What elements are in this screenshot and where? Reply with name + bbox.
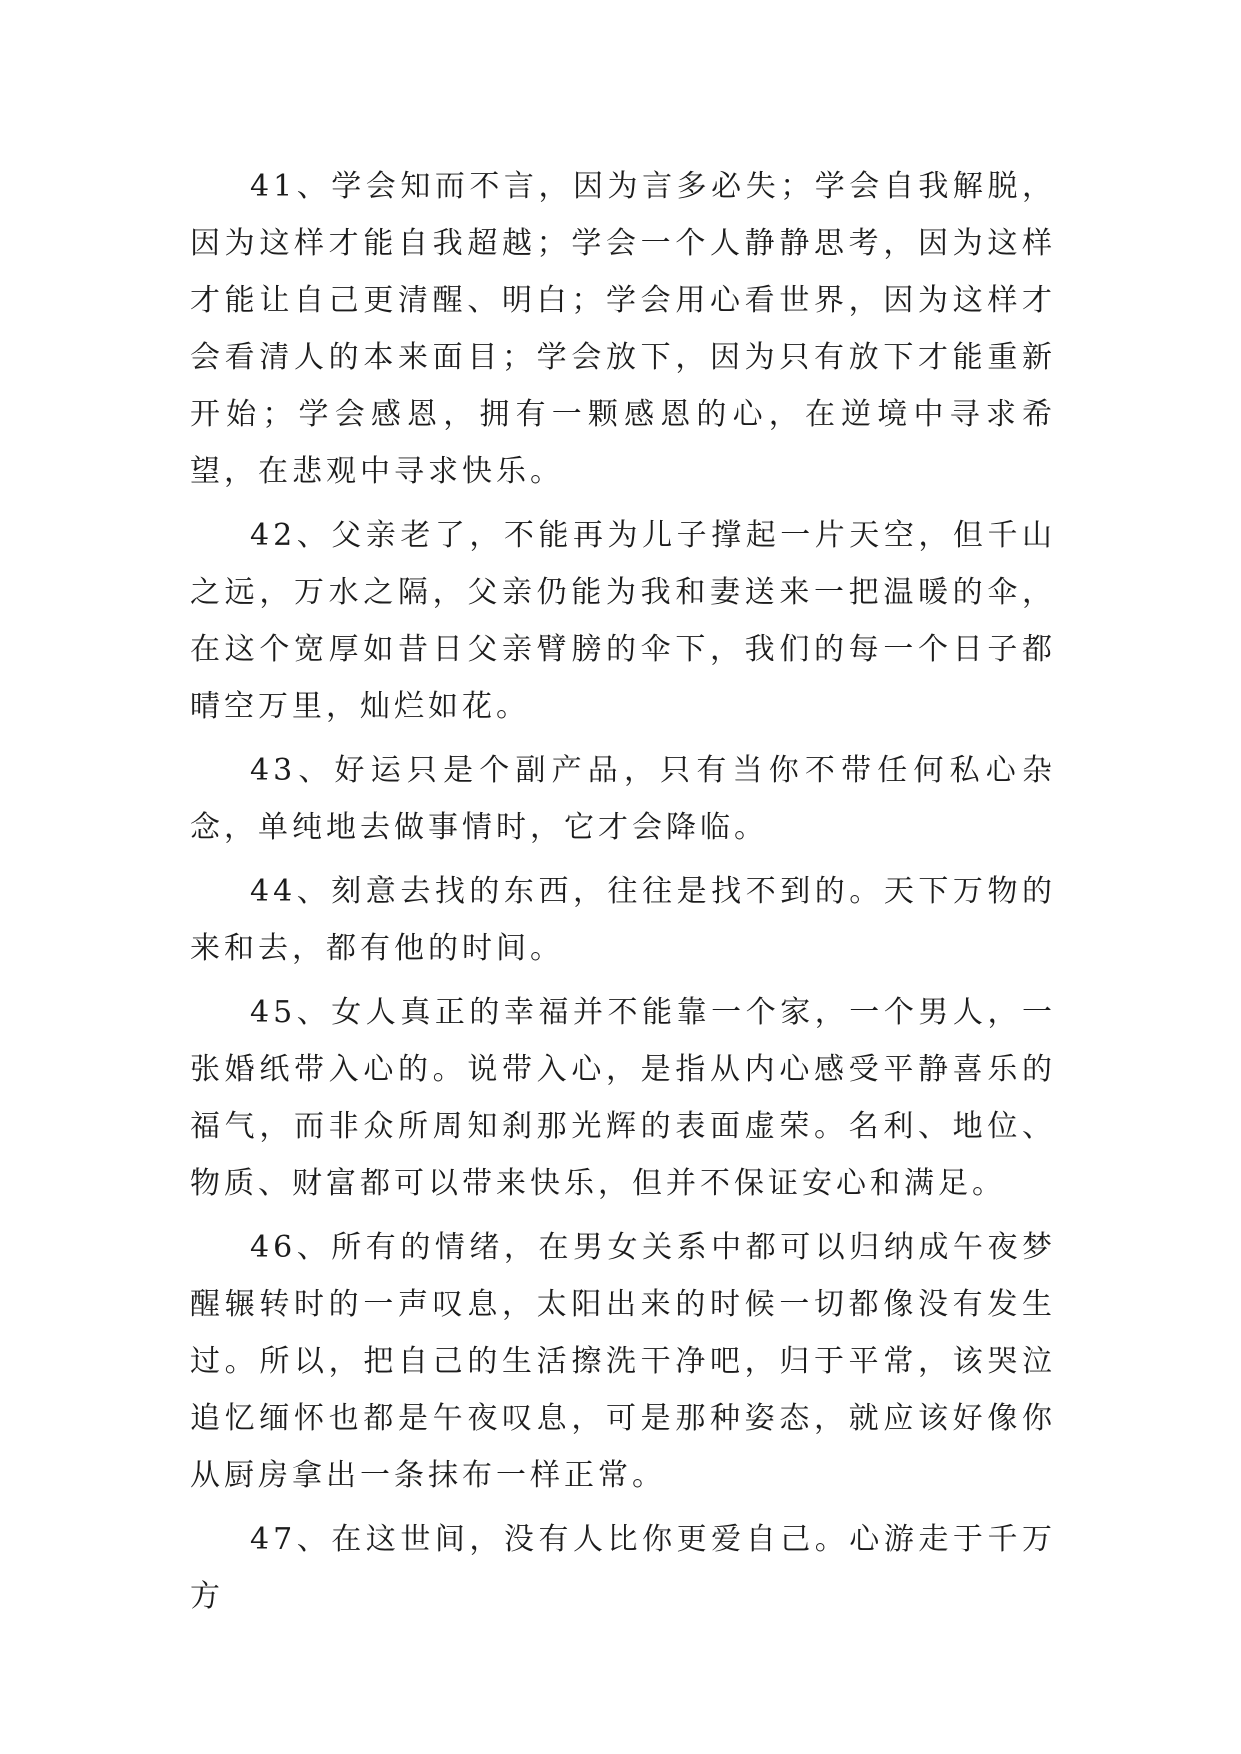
document-body <box>190 158 1056 1632</box>
paragraph-45: 45、女人真正的幸福并不能靠一个家，一个男人，一张婚纸带入心的。说带入心，是指从内心感受平静喜乐的福气，而非众所周知刹那光辉的表面虚荣。名利、地位、物质、财富都可以带来快乐，但并不保证安心和满足。 <box>190 995 1056 1201</box>
paragraph-47: 47、在这世间，没有人比你更爱自己。心游走于千万方 <box>190 1522 1056 1614</box>
paragraph-43: 43、好运只是个副产品，只有当你不带任何私心杂念，单纯地去做事情时，它才会降临。 <box>190 753 1056 845</box>
paragraph-46: 46、所有的情绪，在男女关系中都可以归纳成午夜梦醒辗转时的一声叹息，太阳出来的时候一切都像没有发生过。所以，把自己的生活擦洗干净吧，归于平常，该哭泣追忆缅怀也都是午夜叹息，可是那种姿态，就应该好像你从厨房拿出一条抹布一样正常。 <box>190 1230 1056 1493</box>
paragraph-42: 42、父亲老了，不能再为儿子撑起一片天空，但千山之远，万水之隔，父亲仍能为我和妻送来一把温暖的伞，在这个宽厚如昔日父亲臂膀的伞下，我们的每一个日子都晴空万里，灿烂如花。 <box>190 518 1056 724</box>
paragraph-44: 44、刻意去找的东西，往往是找不到的。天下万物的来和去，都有他的时间。 <box>190 874 1056 966</box>
paragraph-41: 41、学会知而不言，因为言多必失；学会自我解脱，因为这样才能自我超越；学会一个人静静思考，因为这样才能让自己更清醒、明白；学会用心看世界，因为这样才会看清人的本来面目；学会放下，因为只有放下才能重新开始；学会感恩，拥有一颗感恩的心，在逆境中寻求希望，在悲观中寻求快乐。 <box>190 169 1056 489</box>
